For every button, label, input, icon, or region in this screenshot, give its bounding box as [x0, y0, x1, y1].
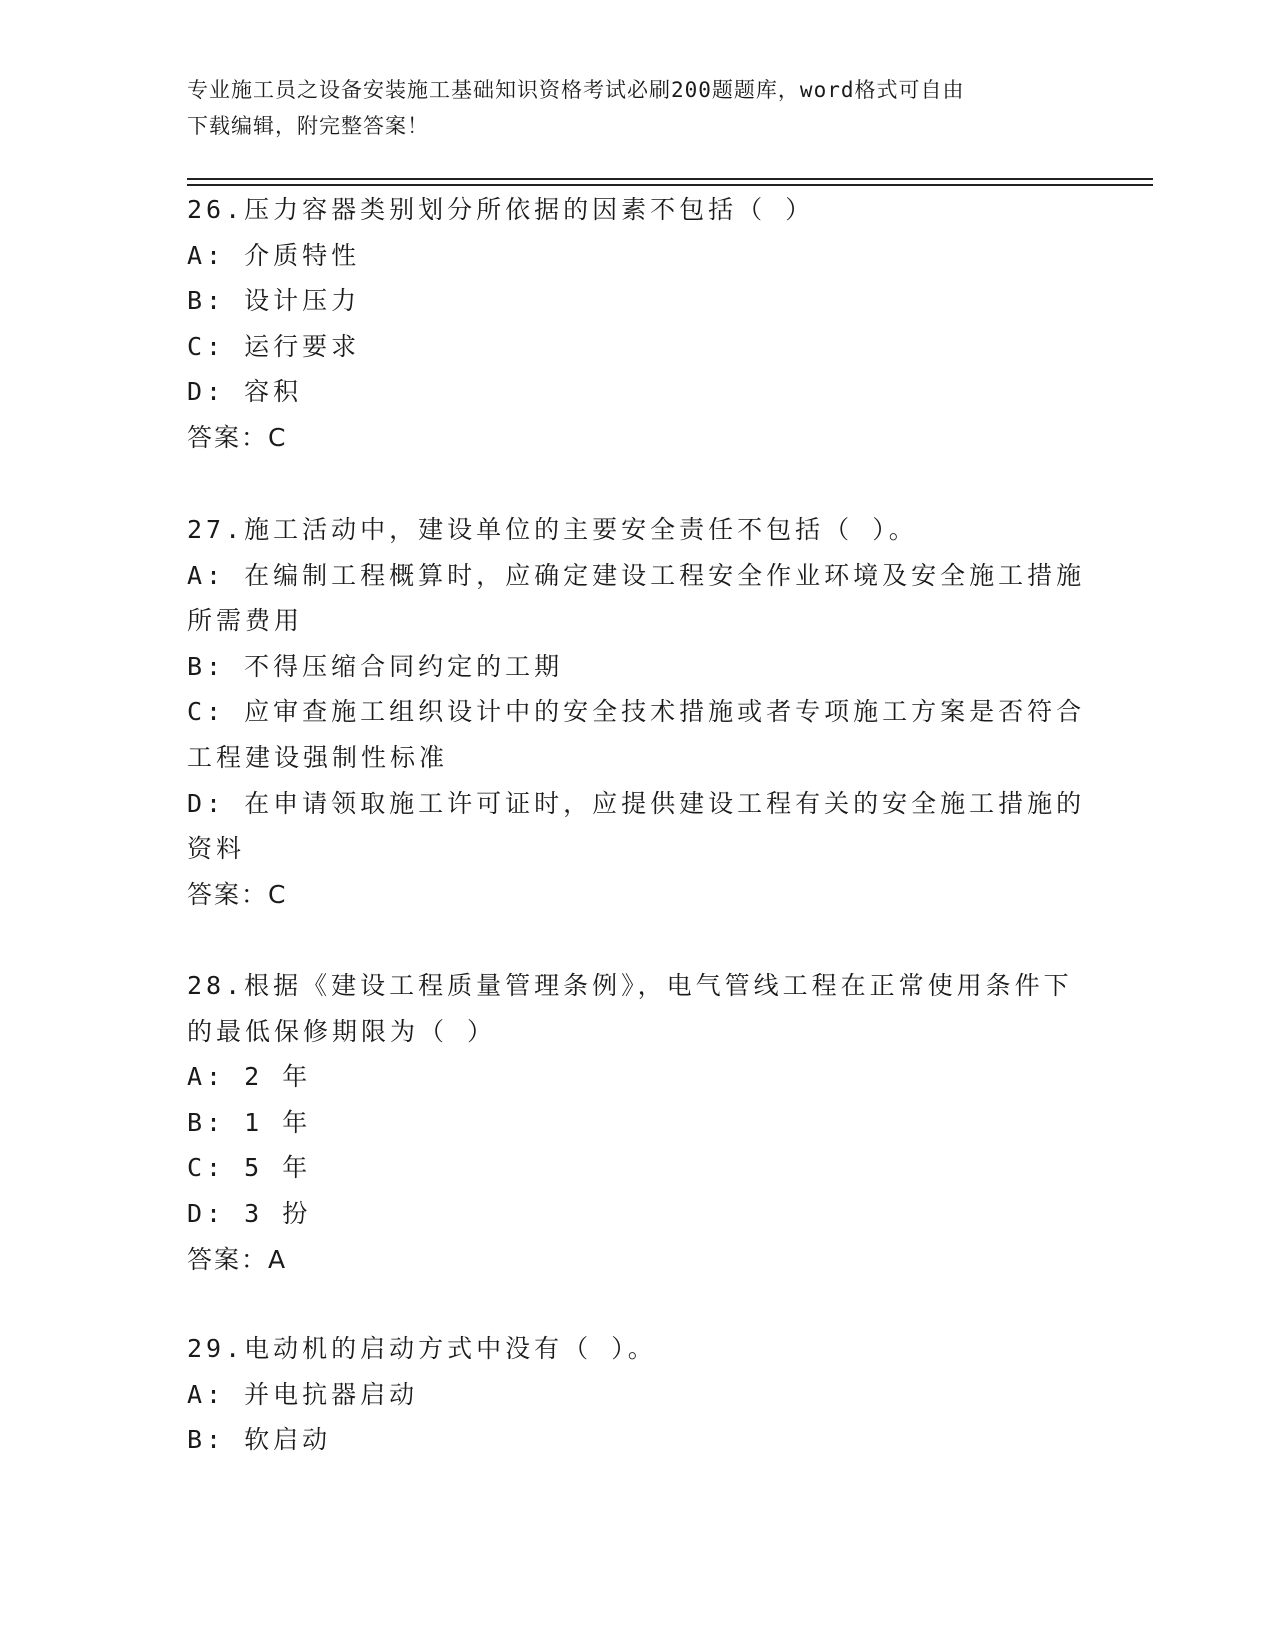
option-c: C: 应审查施工组织设计中的安全技术措施或者专项施工方案是否符合	[187, 697, 1086, 727]
option-b: B: 软启动	[187, 1425, 332, 1455]
option-d: D: 容积	[187, 377, 303, 407]
option-d: D: 在申请领取施工许可证时，应提供建设工程有关的安全施工措施的	[187, 788, 1086, 818]
question-stem: 29.电动机的启动方式中没有（ ）。	[187, 1334, 657, 1363]
answer: 答案：A	[187, 1244, 288, 1274]
document-title-line-1: 专业施工员之设备安装施工基础知识资格考试必刷200题题库，word格式可自由	[187, 78, 965, 102]
question-29	[187, 1326, 1067, 1463]
option-c: C: 运行要求	[187, 331, 361, 361]
option-a: A: 并电抗器启动	[187, 1379, 419, 1409]
option-c-continued: 工程建设强制性标准	[187, 742, 449, 772]
answer: 答案：C	[187, 879, 288, 909]
option-a: A: 介质特性	[187, 240, 361, 270]
option-d-continued: 资料	[187, 834, 246, 864]
header-divider-top	[187, 178, 1153, 180]
option-c: C: 5 年	[187, 1153, 312, 1183]
option-a: A: 2 年	[187, 1062, 312, 1092]
question-26	[187, 187, 1067, 461]
option-d: D: 3 扮	[187, 1198, 312, 1228]
question-stem: 26.压力容器类别划分所依据的因素不包括（ ）	[187, 195, 815, 224]
question-stem: 28.根据《建设工程质量管理条例》，电气管线工程在正常使用条件下	[187, 971, 1073, 1000]
option-a-continued: 所需费用	[187, 606, 304, 636]
document-title	[187, 72, 1087, 144]
option-b: B: 设计压力	[187, 286, 361, 316]
header-divider-bottom	[187, 184, 1153, 186]
question-stem: 27.施工活动中，建设单位的主要安全责任不包括（ ）。	[187, 515, 918, 544]
question-stem-continued: 的最低保修期限为（ ）	[187, 1016, 497, 1046]
question-27	[187, 507, 1086, 917]
option-b: B: 1 年	[187, 1107, 312, 1137]
option-a: A: 在编制工程概算时，应确定建设工程安全作业环境及安全施工措施	[187, 560, 1086, 590]
document-title-line-2: 下载编辑，附完整答案！	[187, 114, 429, 138]
question-28	[187, 963, 1073, 1282]
answer: 答案：C	[187, 422, 288, 452]
option-b: B: 不得压缩合同约定的工期	[187, 651, 564, 681]
